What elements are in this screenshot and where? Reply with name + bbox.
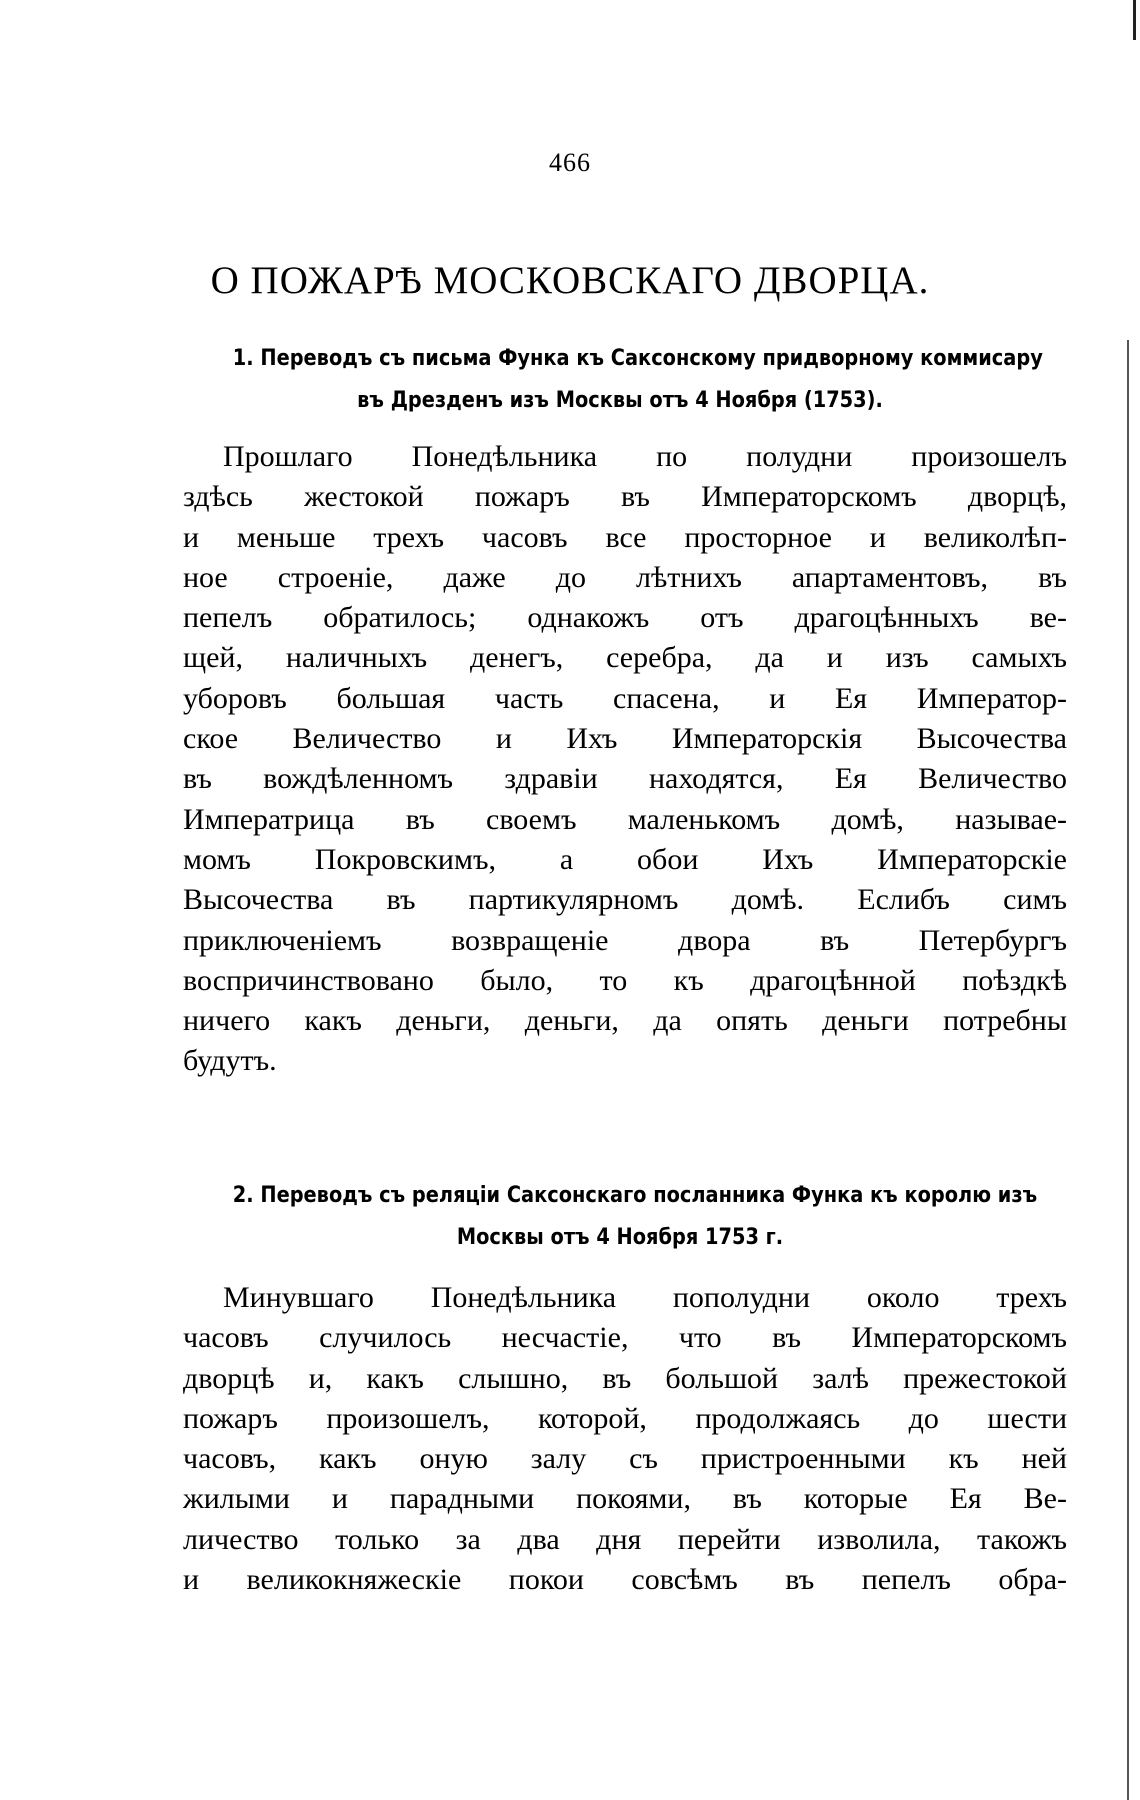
text-line: ское Величество и Ихъ Императорскія Высочества — [183, 722, 1067, 756]
text-line: ное строеніе, даже до лѣтнихъ апартаментовъ, въ — [183, 560, 1067, 594]
text-line: Императрица въ своемъ маленькомъ домѣ, называе- — [183, 802, 1067, 836]
heading-line: Москвы отъ 4 Ноября 1753 г. — [456, 1225, 784, 1250]
heading-line: 1. Переводъ съ письма Функа къ Саксонскому придворному коммисару — [232, 346, 1043, 371]
text-line: и меньше трехъ часовъ все просторное и великолѣп- — [183, 520, 1067, 554]
text-line: будутъ. — [183, 1044, 277, 1078]
text-line: пепелъ обратилось; однакожъ отъ драгоцѣнныхъ ве- — [183, 601, 1067, 635]
text-line: пожаръ произошелъ, которой, продолжаясь до шести — [183, 1401, 1067, 1435]
section-2-heading — [232, 1175, 1038, 1259]
text-line: Высочества въ партикулярномъ домѣ. Еслибъ симъ — [183, 883, 1067, 917]
heading-line: 2. Переводъ съ реляціи Саксонскаго посланника Функа къ королю изъ — [232, 1183, 1038, 1208]
text-line: въ вождѣленномъ здравіи находятся, Ея Величество — [183, 762, 1067, 796]
section-1-text — [183, 437, 1067, 1082]
text-line: приключеніемъ возвращеніе двора въ Петербургъ — [183, 923, 1067, 957]
text-line: ничего какъ деньги, деньги, да опять деньги потребны — [183, 1004, 1067, 1038]
section-2-text — [183, 1278, 1067, 1600]
text-line: момъ Покровскимъ, а обои Ихъ Императорскіе — [183, 842, 1067, 876]
section-1-heading — [232, 338, 1043, 422]
text-line: дворцѣ и, какъ слышно, въ большой залѣ прежестокой — [183, 1361, 1067, 1395]
text-line: воспричинствовано было, то къ драгоцѣнной поѣздкѣ — [183, 963, 1067, 997]
page-number: 466 — [549, 148, 591, 177]
text-line: Прошлаго Понедѣльника по полудни произошелъ — [223, 440, 1067, 473]
scan-edge-mark — [1127, 340, 1129, 1800]
text-line: Минувшаго Понедѣльника пополудни около трехъ — [223, 1281, 1067, 1314]
text-line: жилыми и парадными покоями, въ которые Ея Ве- — [183, 1482, 1067, 1516]
text-line: личество только за два дня перейти изволила, такожъ — [183, 1522, 1067, 1556]
text-line: часовъ, какъ оную залу съ пристроенными къ ней — [183, 1442, 1067, 1476]
heading-line: въ Дрезденъ изъ Москвы отъ 4 Ноября (1753). — [357, 388, 883, 413]
text-line: часовъ случилось несчастіе, что въ Императорскомъ — [183, 1321, 1067, 1355]
text-line: и великокняжескіе покои совсѣмъ въ пепелъ обра- — [183, 1563, 1067, 1597]
text-line: щей, наличныхъ денегъ, серебра, да и изъ самыхъ — [183, 641, 1067, 675]
text-line: уборовъ большая часть спасена, и Ея Император- — [183, 681, 1067, 715]
text-line: здѣсь жестокой пожаръ въ Императорскомъ дворцѣ, — [183, 480, 1067, 514]
scan-edge-mark — [1133, 0, 1136, 40]
page-title: О ПОЖАРѢ МОСКОВСКАГО ДВОРЦА. — [210, 259, 930, 302]
